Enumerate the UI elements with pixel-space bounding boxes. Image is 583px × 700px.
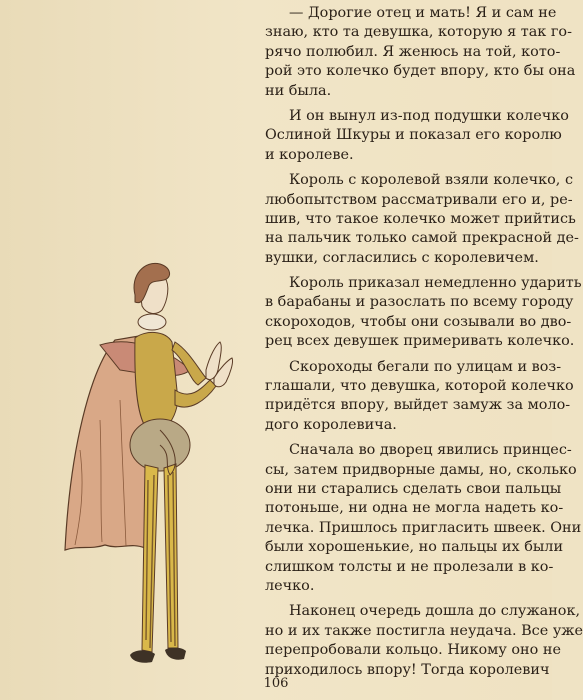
paragraph-3 bbox=[265, 171, 579, 268]
text-line: и королеве. bbox=[265, 146, 354, 163]
text-line: глашали, что девушка, которой колечко bbox=[265, 378, 574, 395]
text-line: И он вынул из-под подушки колечко bbox=[289, 107, 569, 124]
legs bbox=[142, 464, 178, 652]
text-line: шив, что такое колечко может прийтись bbox=[265, 210, 576, 227]
text-line: Ослиной Шкуры и показал его королю bbox=[265, 127, 562, 144]
text-line: Король с королевой взяли колечко, с bbox=[289, 172, 574, 189]
text-line: они ни старались сделать свои пальцы bbox=[265, 480, 562, 497]
text-line: в барабаны и разослать по всему городу bbox=[265, 294, 574, 311]
text-line: рец всех девушек примеривать колечко. bbox=[265, 333, 575, 350]
text-line: были хорошенькие, но пальцы их были bbox=[265, 539, 564, 556]
text-line: Сначала во дворец явились принцес- bbox=[289, 442, 572, 459]
text-column bbox=[265, 4, 583, 680]
text-line: рой это колечко будет впору, кто бы она bbox=[265, 63, 576, 80]
text-line: приходилось впору! Тогда королевич bbox=[265, 661, 550, 678]
text-line: придётся впору, выйдет замуж за моло- bbox=[265, 397, 571, 414]
text-line: знаю, кто та девушка, которую я так го- bbox=[265, 24, 572, 41]
text-line: перепробовали кольцо. Никому оно не bbox=[265, 642, 561, 659]
text-line: лечко. bbox=[265, 577, 315, 594]
text-line: Наконец очередь дошла до служанок, bbox=[289, 603, 581, 620]
text-line: Скороходы бегали по улицам и воз- bbox=[289, 358, 562, 375]
text-line: сы, затем придворные дамы, но, сколько bbox=[265, 461, 577, 478]
text-line: потоньше, ни одна не могла надеть ко- bbox=[265, 500, 564, 517]
paragraph-5 bbox=[265, 358, 574, 436]
paragraph-4 bbox=[265, 274, 582, 352]
text-line: но и их также постигла неудача. Все уже bbox=[265, 622, 583, 639]
paragraph-1 bbox=[265, 4, 576, 101]
paragraph-7 bbox=[265, 602, 583, 680]
text-line: на пальчик только самой прекрасной де- bbox=[265, 230, 579, 247]
text-line: лечка. Пришлось пригласить швеек. Они bbox=[265, 519, 582, 536]
text-line: — Дорогие отец и мать! Я и сам не bbox=[289, 5, 557, 21]
text-line: Король приказал немедленно ударить bbox=[289, 275, 582, 292]
text-line: любопытством рассматривали его и, ре- bbox=[265, 191, 573, 208]
text-line: рячо полюбил. Я женюсь на той, кото- bbox=[265, 43, 561, 60]
page-number: 106 bbox=[263, 676, 289, 691]
text-line: слишком толсты и не пролезали в ко- bbox=[265, 558, 554, 575]
paragraph-6 bbox=[265, 441, 582, 596]
text-line: скороходов, чтобы они созывали во дво- bbox=[265, 313, 572, 330]
text-line: ни была. bbox=[265, 82, 332, 99]
text-line: вушки, согласились с королевичем. bbox=[265, 249, 539, 266]
paragraph-2 bbox=[265, 107, 569, 165]
text-line: дого королевича. bbox=[265, 416, 397, 433]
prince-illustration bbox=[60, 250, 250, 695]
